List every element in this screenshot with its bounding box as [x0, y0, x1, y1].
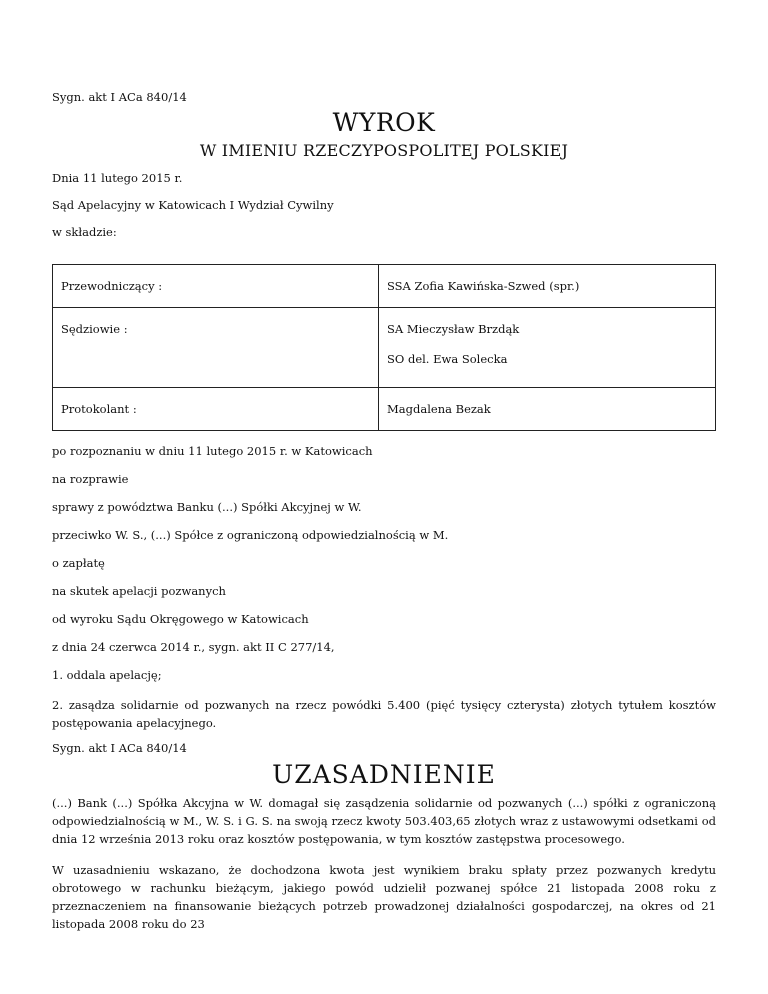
ruling-item-2: 2. zasądza solidarnie od pozwanych na rzecz powódki 5.400 (pięć tysięcy czterysta) złotych tytułem kosztów postępowania apelacyjnego. [52, 698, 716, 730]
justification-title: UZASADNIENIE [272, 760, 496, 789]
proceedings-line: na skutek apelacji pozwanych [52, 584, 226, 598]
judge-1: SA Mieczysław Brzdąk [387, 322, 520, 336]
composition-label: w składzie: [52, 225, 117, 239]
document-subtitle: W IMIENIU RZECZYPOSPOLITEJ POLSKIEJ [199, 141, 569, 160]
justification-paragraph-1: (...) Bank (...) Spółka Akcyjna w W. domagał się zasądzenia solidarnie od pozwanych (...) spółki z ograniczoną odpowiedzialnością w M., W. S. i G. S. na swoją rzecz kwoty 503.403,65 złotych wraz z ustawowymi odsetkami od dnia 12 września 2013 roku oraz kosztów postępowania, w tym kosztów zastępstwa procesowego. [52, 796, 716, 846]
proceedings-line: przeciwko W. S., (...) Spółce z ograniczoną odpowiedzialnością w M. [52, 528, 449, 542]
court-name: Sąd Apelacyjny w Katowicach I Wydział Cywilny [52, 198, 334, 212]
proceedings-line: na rozprawie [52, 472, 129, 486]
judge-2: SO del. Ewa Solecka [387, 352, 508, 366]
table-row [53, 388, 716, 431]
chair-value: SSA Zofia Kawińska-Szwed (spr.) [387, 279, 580, 293]
table-row [53, 265, 716, 308]
chair-label: Przewodniczący : [61, 279, 163, 293]
proceedings-line: o zapłatę [52, 556, 105, 570]
proceedings-line: po rozpoznaniu w dniu 11 lutego 2015 r. w Katowicach [52, 444, 373, 458]
document-title: WYROK [332, 108, 436, 137]
judges-label: Sędziowie : [61, 322, 128, 336]
table-row [53, 308, 716, 388]
clerk-label: Protokolant : [61, 402, 137, 416]
composition-table [52, 264, 716, 431]
proceedings-line: z dnia 24 czerwca 2014 r., sygn. akt II C 277/14, [52, 640, 335, 654]
justification-signature: Sygn. akt I ACa 840/14 [52, 741, 187, 755]
judgment-date: Dnia 11 lutego 2015 r. [52, 171, 183, 185]
case-signature: Sygn. akt I ACa 840/14 [52, 90, 187, 104]
proceedings-line: od wyroku Sądu Okręgowego w Katowicach [52, 612, 309, 626]
proceedings-line: sprawy z powództwa Banku (...) Spółki Akcyjnej w W. [52, 500, 362, 514]
ruling-item-1: 1. oddala apelację; [52, 668, 162, 682]
clerk-value: Magdalena Bezak [387, 402, 491, 416]
justification-paragraph-2: W uzasadnieniu wskazano, że dochodzona kwota jest wynikiem braku spłaty przez pozwanych kredytu obrotowego w rachunku bieżącym, jakiego powód udzielił pozwanej spółce 21 listopada 2008 roku z przeznaczeniem na finansowanie bieżących potrzeb prowadzonej działalności gospodarczej, na okres od 21 listopada 2008 roku do 23 [52, 863, 716, 931]
